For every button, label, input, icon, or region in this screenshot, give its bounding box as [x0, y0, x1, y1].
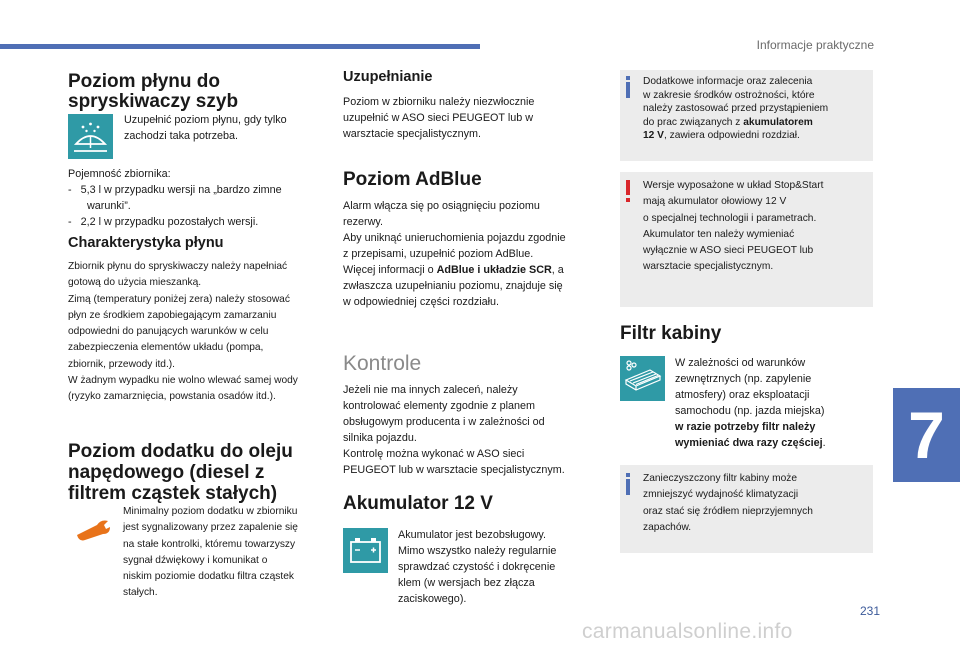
washer-fluid-icon	[68, 114, 113, 159]
cabin-filter-heading: Filtr kabiny	[620, 323, 722, 344]
info-box-filter-text: Zanieczyszczony filtr kabiny może zmniejszyć wydajność klimatyzacji oraz stać się źródłem nieprzyjemnych zapachów.	[643, 473, 813, 533]
washer-icon-note: Uzupełnić poziom płynu, gdy tylko zachodzi taka potrzeba.	[124, 114, 287, 142]
info-icon	[625, 76, 631, 98]
warning-icon	[625, 180, 631, 202]
warning-box	[620, 172, 873, 307]
washer-capacity: Pojemność zbiornika: - 5,3 l w przypadku wersji na „bardzo zimne warunki”. - 2,2 l w przypadku pozostałych wersji.	[68, 168, 282, 228]
refill-text: Poziom w zbiorniku należy niezwłocznie uzupełnić w ASO sieci PEUGEOT lub w warsztacie specjalistycznym.	[343, 96, 535, 140]
warning-text: Wersje wyposażone w układ Stop&Start mają akumulator ołowiowy 12 V o specjalnej technologii i parametrach. Akumulator ten należy wymieniać wyłącznie w ASO sieci PEUGEOT lub warsztacie specjalistycznym.	[643, 180, 824, 273]
info-box-filter	[620, 465, 873, 553]
additive-text: Minimalny poziom dodatku w zbiorniku jest sygnalizowany przez zapalenie się na stałe kontrolki, któremu towarzyszy sygnał dźwiękowy i komunikat o niskim poziomie dodatku filtra cząstek stałych.	[123, 506, 298, 599]
info-box-battery	[620, 70, 873, 161]
top-accent-bar	[0, 44, 480, 49]
washer-heading: Poziom płynu do spryskiwaczy szyb	[68, 71, 239, 112]
checks-text: Jeżeli nie ma innych zaleceń, należy kontrolować elementy zgodnie z planem obsługowym producenta i w zależności od silnika pojazdu. Kontrolę można wykonać w ASO sieci PEUGEOT lub w warsztacie specjalistycznym.	[343, 384, 565, 476]
adblue-heading: Poziom AdBlue	[343, 169, 482, 190]
section-title: Informacje praktyczne	[756, 38, 874, 52]
page-number: 231	[859, 604, 880, 618]
wrench-icon	[73, 515, 113, 545]
fluid-heading: Charakterystyka płynu	[68, 235, 224, 251]
battery-text: Akumulator jest bezobsługowy. Mimo wszystko należy regularnie sprawdzać czystość i dokręcenie klem (w wersjach bez złącza zaciskowego).	[398, 529, 557, 605]
fluid-text: Zbiornik płynu do spryskiwaczy należy napełniać gotową do użycia mieszanką. Zimą (temperatury poniżej zera) należy stosować płyn ze środkiem zapobiegającym zamarzaniu odpowiedni do panujących warunków w celu zabezpieczenia elementów układu (pompa, zbiornik, przewody itd.). W żadnym wypadku nie wolno wlewać samej wody (ryzyko zamarznięcia, powstania osadów itd.).	[68, 261, 298, 403]
checks-heading: Kontrole	[343, 352, 422, 375]
battery-icon	[343, 528, 388, 573]
adblue-text: Alarm włącza się po osiągnięciu poziomu rezerwy. Aby uniknąć unieruchomienia pojazdu zgodnie z przepisami, uzupełnić poziom AdBlue. Więcej informacji o AdBlue i układzie SCR, a zwłaszcza uzupełnianiu poziomu, znajduje się w odpowiedniej części rozdziału.	[343, 200, 566, 308]
info-icon	[625, 473, 631, 495]
info-box-battery-text: Dodatkowe informacje oraz zalecenia w zakresie środków ostrożności, które należy zastosować przed przystąpieniem do prac związanych z akumulatorem 12 V, zawiera odpowiedni rozdział.	[643, 76, 829, 141]
cabin-filter-icon	[620, 356, 665, 401]
cabin-filter-text: W zależności od warunków zewnętrznych (np. zapylenie atmosfery) oraz eksploatacji samochodu (np. jazda miejska) w razie potrzeby filtr należy wymieniać dwa razy częściej.	[675, 357, 826, 449]
watermark: carmanualsonline.info	[582, 620, 793, 643]
refill-heading: Uzupełnianie	[343, 69, 433, 85]
additive-heading: Poziom dodatku do oleju napędowego (diesel z filtrem cząstek stałych)	[68, 441, 293, 504]
battery-heading: Akumulator 12 V	[343, 493, 493, 514]
chapter-number: 7	[908, 398, 945, 472]
